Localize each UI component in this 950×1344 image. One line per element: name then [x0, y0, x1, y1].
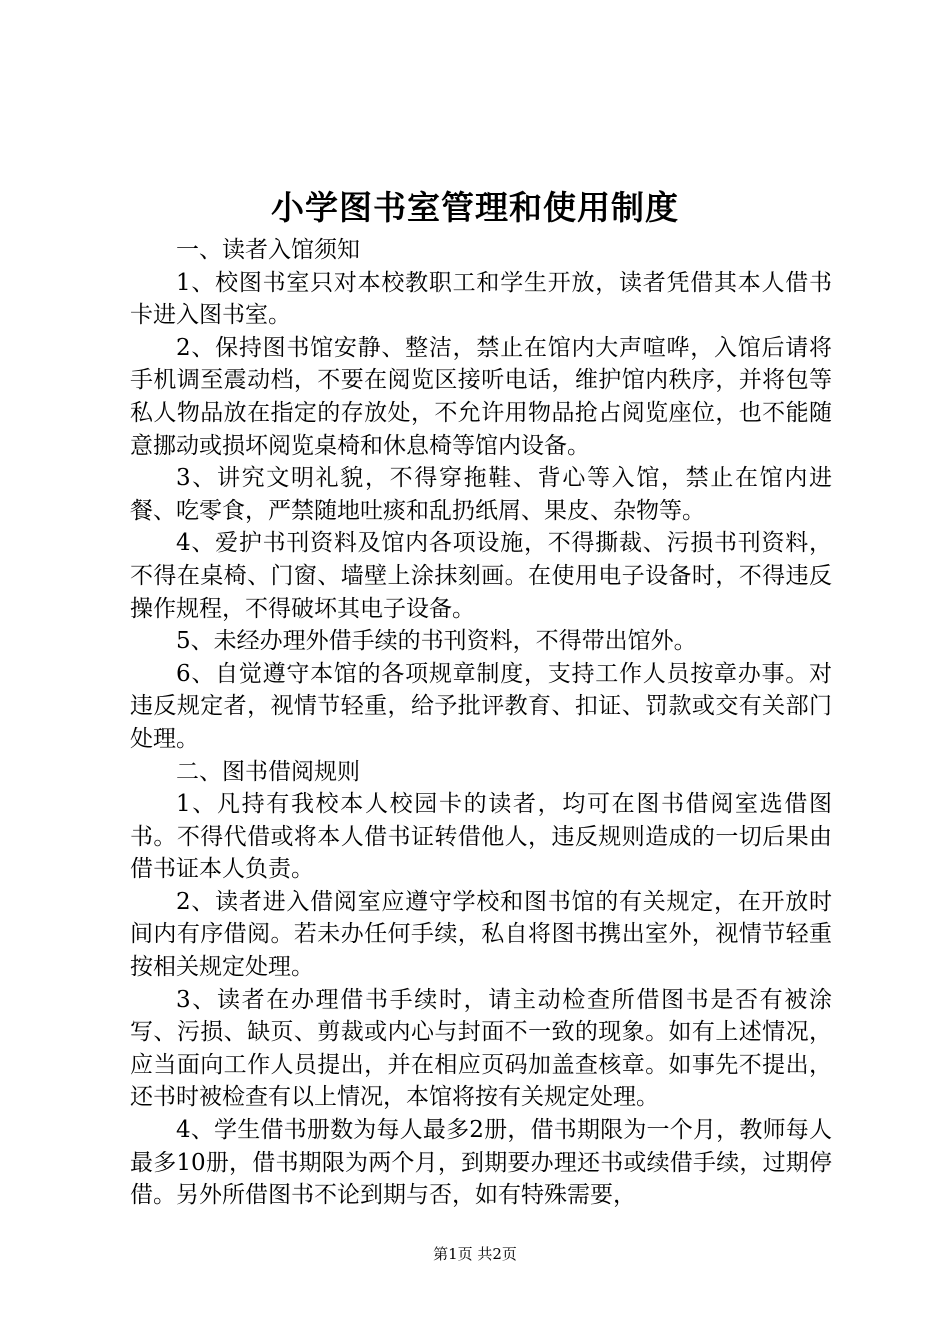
paragraph: 1、校图书室只对本校教职工和学生开放，读者凭借其本人借书卡进入图书室。: [130, 269, 832, 329]
document-title: 小学图书室管理和使用制度: [271, 188, 679, 227]
paragraph: 5、未经办理外借手续的书刊资料，不得带出馆外。: [176, 628, 697, 655]
section-heading: 二、图书借阅规则: [176, 758, 360, 785]
paragraph: 4、爱护书刊资料及馆内各项设施，不得撕裁、污损书刊资料，不得在桌椅、门窗、墙壁上涂抹刻画。在使用电子设备时，不得违反操作规程，不得破坏其电子设备。: [130, 530, 832, 622]
paragraph: 3、讲究文明礼貌，不得穿拖鞋、背心等入馆，禁止在馆内进餐、吃零食，严禁随地吐痰和乱扔纸屑、果皮、杂物等。: [130, 465, 832, 524]
paragraph: 2、读者进入借阅室应遵守学校和图书馆的有关规定，在开放时间内有序借阅。若未办任何手续，私自将图书携出室外，视情节轻重按相关规定处理。: [130, 888, 832, 981]
document-body: [130, 234, 832, 1212]
paragraph: 4、学生借书册数为每人最多2册，借书期限为一个月，教师每人最多10册，借书期限为两个月，到期要办理还书或续借手续，过期停借。另外所借图书不论到期与否，如有特殊需要，: [130, 1117, 832, 1209]
page-footer: 第1页 共2页: [433, 1245, 517, 1263]
paragraph: 6、自觉遵守本馆的各项规章制度，支持工作人员按章办事。对违反规定者，视情节轻重，给予批评教育、扣证、罚款或交有关部门处理。: [130, 660, 832, 752]
paragraph: 3、读者在办理借书手续时，请主动检查所借图书是否有被涂写、污损、缺页、剪裁或内心与封面不一致的现象。如有上述情况，应当面向工作人员提出，并在相应页码加盖查核章。如事先不提出，还书时被检查有以上情况，本馆将按有关规定处理。: [130, 986, 832, 1111]
paragraph: 1、凡持有我校本人校园卡的读者，均可在图书借阅室选借图书。不得代借或将本人借书证转借他人，违反规则造成的一切后果由借书证本人负责。: [130, 791, 832, 883]
paragraph: 2、保持图书馆安静、整洁，禁止在馆内大声喧哗，入馆后请将手机调至震动档，不要在阅览区接听电话，维护馆内秩序，并将包等私人物品放在指定的存放处，不允许用物品抢占阅览座位，也不能随意挪动或损坏阅览桌椅和休息椅等馆内设备。: [130, 334, 832, 459]
section-heading: 一、读者入馆须知: [176, 237, 360, 263]
